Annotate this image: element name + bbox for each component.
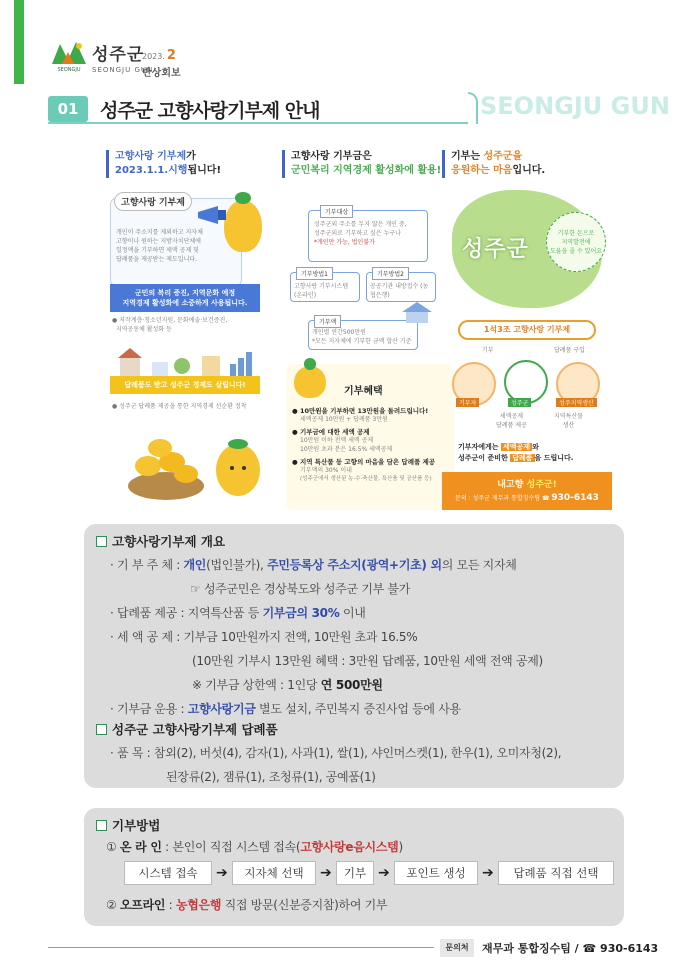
method-heading: 기부방법	[96, 816, 160, 834]
logo-text: SEONGJU	[57, 67, 81, 72]
contact-tag: 문의처	[440, 939, 474, 957]
overview-row-gift: · 답례품 제공 : 지역특산품 등 기부금의 30% 이내	[110, 606, 366, 620]
intro-box-text: 개인이 주소지를 제외하고 지자체 고향이나 원하는 지방자치단체에 일정액을 기부하면 세액 공제 및 답례품을 제공받는 제도입니다.	[116, 229, 203, 263]
step-select-region: 지자체 선택	[232, 861, 316, 885]
purpose-band: 군민의 복리 증진, 지역문화 예정 지역경제 활성화에 소중하게 사용됩니다.	[110, 284, 260, 312]
accent-bar	[14, 0, 24, 84]
panel3-heading: 기부는 성주군을 응원하는 마음입니다.	[442, 150, 612, 178]
bullet-square-icon	[96, 820, 107, 831]
panel2-heading: 고향사랑 기부금은 군민복리 지역경제 활성화에 활용!	[282, 150, 458, 178]
gift-heading: 성주군 고향사랑기부제 답례품	[96, 720, 278, 738]
gun-label: 성주군	[508, 398, 531, 407]
issue-year: 2023.	[142, 52, 165, 61]
section-title: 성주군 고향사랑기부제 안내	[100, 100, 320, 122]
flow-method2-text: 공공기관 내방접수 (농협은행)	[370, 283, 429, 299]
megaphone-icon	[196, 204, 230, 226]
info-panel-usage	[282, 150, 458, 512]
section-tab-corner	[468, 92, 478, 124]
flow-target-text: 성주군외 주소를 두지 않은 개인 중, 성주군외로 기부하고 싶은 누구나 *개인만 가능, 법인불가	[314, 221, 407, 246]
closing-text: 기부자에게는 세액공제 와 성주군이 준비한 답례품 을 드립니다.	[458, 443, 574, 462]
cta-band: 내고향 성주군! 문의 : 성주군 재무과 통합징수팀 ☎ 930-6143	[442, 472, 612, 510]
panel1-heading: 고향사랑 기부제가 2023.1.1.시행됩니다!	[106, 150, 282, 178]
gift-row-items-cont: 된장류(2), 잼류(1), 조청류(1), 공예품(1)	[166, 770, 376, 784]
flow-target-label: 기부대상	[320, 205, 353, 218]
brand-korean: 성주군	[92, 45, 145, 65]
step-select-gift: 답례품 직접 선택	[498, 861, 614, 885]
gift-row-items: · 품 목 : 참외(2), 버섯(4), 감자(1), 사과(1), 쌀(1), 샤인머스켓(1), 한우(1), 오미자청(2),	[110, 746, 562, 760]
flow-method1-text: 고향사랑 기부시스템 (온라인)	[294, 283, 349, 299]
seongju-logo	[48, 38, 90, 72]
mascot-benefit	[294, 366, 326, 398]
issue-label: 반상회보	[142, 68, 181, 79]
overview-row-tax-example: (10만원 기부시 13만원 혜택 : 3만원 답례품, 10만원 세액 전액 공제)	[192, 654, 543, 668]
issue-info	[142, 44, 181, 79]
flow-amount-text: 개인별 연간500만원 *모든 지자체에 기부한 금액 합산 기준	[312, 329, 412, 345]
gift-band: 답례품도 받고 성주군 경제도 살립니다!	[110, 376, 260, 394]
overview-heading: 고향사랑기부제 개요	[96, 532, 225, 550]
overview-row-tax: · 세 액 공 제 : 기부금 10만원까지 전액, 10만원 초과 16.5%	[110, 630, 418, 644]
map-bubble: 기부한 돈으로 지역발전에 도움을 줄 수 있어요	[546, 212, 606, 272]
brand-english: SEONGJU GUN	[92, 66, 154, 74]
intro-box-title: 고향사랑 기부제	[114, 192, 192, 211]
purpose-list: ● 저작계층·청소년지원, 문화예술·보건증진, 지역공동체 활성화 등	[112, 317, 228, 333]
arrow-icon: ➔	[216, 865, 228, 881]
arrow-icon: ➔	[378, 865, 390, 881]
flow-method1-label: 기부방법1	[296, 267, 333, 280]
method-online: ① 온 라 인 : 본인이 직접 시스템 접속(고향사랑e음시스템)	[106, 840, 403, 854]
node-donor-label-top: 기부	[482, 347, 494, 354]
flow-amount-label: 기부액	[314, 315, 341, 328]
contact-text: 재무과 통합징수팀 / ☎ 930-6143	[482, 942, 659, 955]
method-offline: ② 오프라인 : 농협은행 직접 방문(신분증지참)하여 기부	[106, 898, 388, 912]
farm-sub: 지역특산물 생산	[554, 413, 583, 429]
donor-label: 기부자	[456, 398, 479, 407]
benefit-list: ● 10만원을 기부하면 13만원을 돌려드립니다! 세액공제 10만원 + 답례품 3만원 ● 기부금에 대한 세액 공제 10만원 이하 전액 세액 공제 10만원 초과 분은 16.5% 세액공제 ● 지역 특산품 등 고향의 마음을 담은 답례품 제공 기부액의 30% 이내 (성주군에서 생산된 농·수·축산물, 특산품 및 공산품 등)	[292, 407, 436, 482]
section-number: 01	[48, 96, 88, 122]
step-system-access: 시스템 접속	[124, 861, 212, 885]
bullet-square-icon	[96, 724, 107, 735]
ribbon-title: 1석3조 고향사랑 기부제	[458, 320, 596, 340]
benefit-title: 기부혜택	[344, 386, 383, 397]
section-underline	[48, 122, 468, 124]
node-gift-label-top: 답례품 구입	[554, 347, 585, 354]
info-panel-support	[442, 150, 612, 512]
gift-list: ● 성주군 답례품 제공을 통한 지역경제 선순환 정착	[112, 403, 247, 410]
step-donate: 기부	[336, 861, 374, 885]
map-label: 성주군	[462, 237, 529, 262]
section-watermark: SEONGJU GUN	[480, 92, 670, 120]
arrow-icon: ➔	[482, 865, 494, 881]
overview-row-limit: ※ 기부금 상한액 : 1인당 연 500만원	[192, 678, 383, 692]
flow-method2-label: 기부방법2	[372, 267, 409, 280]
overview-row-fund: · 기부금 운용 : 고향사랑기금 별도 설치, 주민복지 증진사업 등에 사용	[110, 702, 461, 716]
info-panel-intro	[106, 150, 282, 512]
farm-label: 성주지역생산	[556, 398, 597, 407]
bullet-square-icon	[96, 536, 107, 547]
step-point-generate: 포인트 생성	[394, 861, 478, 885]
donor-sub: 세액공제 답례품 제공	[496, 413, 527, 429]
arrow-icon: ➔	[320, 865, 332, 881]
melon-basket-illustration	[126, 414, 276, 506]
overview-row-donor: · 기 부 주 체 : 개인(법인불가), 주민등록상 주소지(광역+기초) 외의 모든 지자체	[110, 558, 517, 572]
issue-number: 2	[166, 48, 176, 63]
house-icon	[400, 300, 434, 324]
overview-row-exclusion: ☞ 성주군민은 경상북도와 성주군 기부 불가	[190, 582, 410, 596]
footer-divider	[48, 947, 434, 948]
